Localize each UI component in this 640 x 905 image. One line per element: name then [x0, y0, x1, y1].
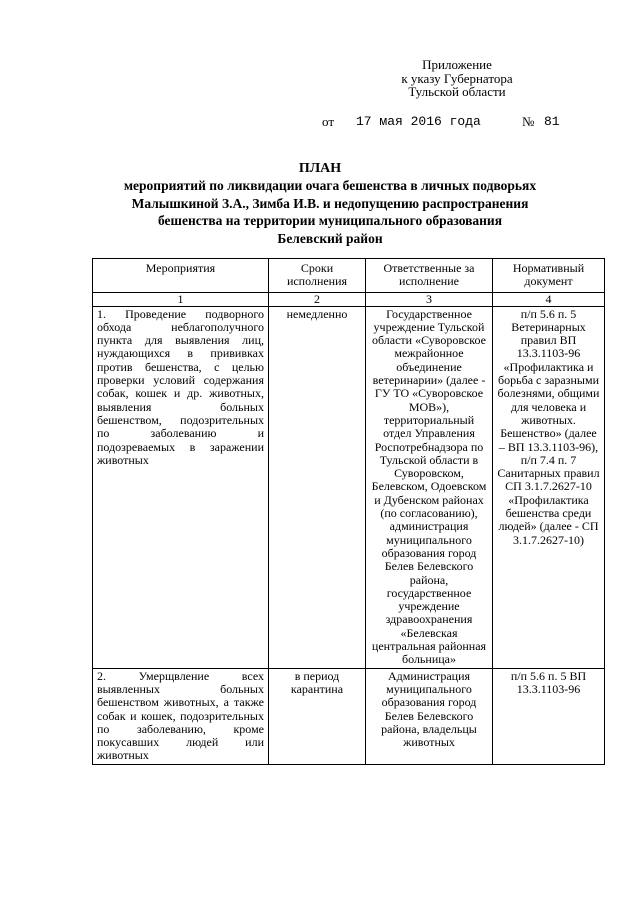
cell-deadline: немедленно	[269, 306, 366, 668]
cell-document: п/п 5.6 п. 5 Ветеринарных правил ВП 13.3.1103-96 «Профилактика и борьба с заразными болезнями, общими для человека и животных. Бешенство» (далее – ВП 13.3.1103-96), п/п 7.4 п. 7 Санитарных правил СП 3.1.7.2627-10 «Профилактика бешенства среди людей» (далее - СП 3.1.7.2627-10)	[493, 306, 605, 668]
decree-from-label: от	[322, 114, 335, 129]
appendix-block	[372, 58, 542, 99]
table-header-row	[93, 259, 605, 293]
column-number: 1	[93, 292, 269, 306]
column-number: 4	[493, 292, 605, 306]
cell-document: п/п 5.6 п. 5 ВП 13.3.1103-96	[493, 668, 605, 764]
appendix-line: к указу Губернатора	[401, 70, 513, 86]
decree-number: 81	[544, 114, 560, 129]
table-row	[93, 668, 605, 764]
subtitle-line: мероприятий по ликвидации очага бешенства в личных подворьях	[123, 178, 537, 193]
document-title: ПЛАН	[298, 161, 342, 176]
header-deadline: Сроки исполнения	[269, 259, 366, 293]
decree-number-label: №	[522, 114, 535, 129]
subtitle-line: Белевский район	[277, 230, 383, 246]
subtitle-line: Малышкиной З.А., Зимба И.В. и недопущению распространения	[131, 195, 529, 211]
header-actions: Мероприятия	[93, 259, 269, 293]
cell-action: 1. Проведение подворного обхода неблагополучного пункта для выявления лиц, нуждающихся в прививках против бешенства, с целью проверки условий содержания собак, кошек и др. животных, выявления больных бешенством, подозрительных по заболеванию и подозреваемых в заражении животных	[93, 306, 269, 668]
header-responsible: Ответственные за исполнение	[366, 259, 493, 293]
table-column-numbers-row	[93, 292, 605, 306]
cell-responsible: Администрация муниципального образования город Белев Белевского района, владельцы животных	[366, 668, 493, 764]
column-number: 2	[269, 292, 366, 306]
decree-line	[322, 114, 582, 132]
cell-responsible: Государственное учреждение Тульской области «Суворовское межрайонное объединение ветеринарии» (далее - ГУ ТО «Суворовское МОВ»), территориальный отдел Управления Роспотребнадзора по Тульской области в Суворовском, Белевском, Одоевском и Дубенском районах (по согласованию), администрация муниципального образования город Белев Белевского района, государственное учреждение здравоохранения «Белевская центральная районная больница»	[366, 306, 493, 668]
plan-table	[92, 258, 605, 765]
appendix-line: Тульской области	[408, 84, 506, 99]
cell-deadline: в период карантина	[269, 668, 366, 764]
subtitle-line: бешенства на территории муниципального образования	[157, 213, 503, 228]
document-subtitle	[100, 177, 560, 247]
header-document: Нормативный документ	[493, 259, 605, 293]
table-row	[93, 306, 605, 668]
cell-action: 2. Умерщвление всех выявленных больных бешенством животных, а также собак и кошек, подозрительных по заболеванию, кроме покусавших людей или животных	[93, 668, 269, 764]
column-number: 3	[366, 292, 493, 306]
decree-date: 17 мая 2016 года	[356, 114, 481, 129]
appendix-line: Приложение	[422, 57, 492, 72]
